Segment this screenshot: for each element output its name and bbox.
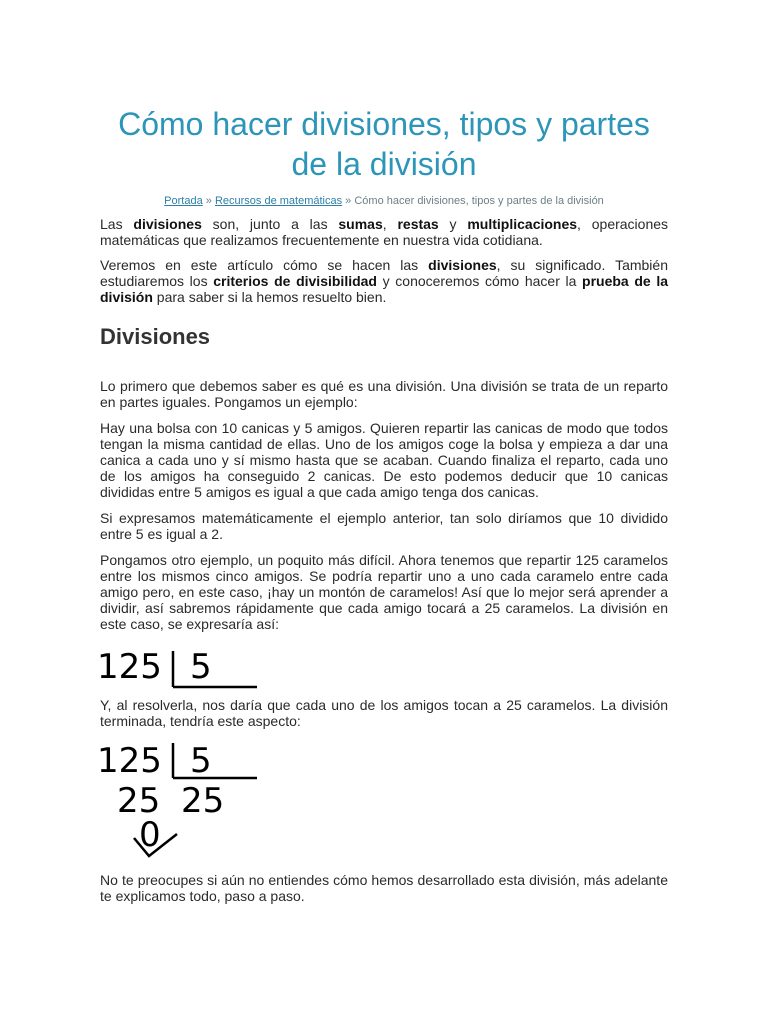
text-span: y conoceremos cómo hacer la [377, 273, 583, 289]
final-remainder: 0 [139, 815, 161, 855]
paragraph: Lo primero que debemos saber es qué es una división. Una división se trata de un reparto en partes iguales. Pongamos un ejemplo: [100, 378, 668, 410]
breadcrumb-current: Cómo hacer divisiones, tipos y partes de la división [354, 195, 604, 207]
partial-remainder: 25 [117, 781, 161, 821]
breadcrumb [100, 195, 668, 207]
bold-term: divisiones [428, 257, 497, 273]
intro-paragraph-1 [100, 216, 668, 248]
breadcrumb-separator: » [202, 195, 215, 207]
intro-paragraph-2 [100, 257, 668, 305]
paragraph: Si expresamos matemáticamente el ejemplo anterior, tan solo diríamos que 10 dividido entre 5 es igual a 2. [100, 510, 668, 542]
text-span: , su significado. También estudiaremos los [100, 257, 668, 289]
article-continued [100, 697, 668, 729]
paragraph: No te preocupes si aún no entiendes cómo hemos desarrollado esta división, más adelante te explicamos todo, paso a paso. [100, 872, 668, 904]
text-span: para saber si la hemos resuelto bien. [152, 289, 387, 305]
divisor: 5 [190, 647, 212, 687]
text-span: Las [100, 216, 134, 232]
article [100, 0, 668, 632]
division-figure-1 [97, 648, 267, 692]
bold-term: sumas [338, 216, 383, 232]
division-bracket [97, 648, 267, 692]
quotient: 25 [181, 781, 225, 821]
article-continued [100, 872, 668, 904]
division-figure-2 [97, 738, 267, 862]
text-span: y [438, 216, 468, 232]
text-span: Veremos en este artículo cómo se hacen las [100, 257, 429, 273]
divisor: 5 [190, 741, 212, 781]
section-heading: Divisiones [100, 324, 211, 349]
text-span: son, junto a las [201, 216, 339, 232]
bold-term: divisiones [133, 216, 202, 232]
breadcrumb-home-link[interactable]: Portada [164, 195, 203, 207]
bold-term: prueba de la división [100, 273, 668, 305]
breadcrumb-section-link[interactable]: Recursos de matemáticas [214, 195, 343, 207]
dividend: 125 [97, 647, 162, 687]
bold-term: criterios de divisibilidad [213, 273, 377, 289]
bold-term: restas [397, 216, 439, 232]
dividend: 125 [97, 741, 162, 781]
bold-term: multiplicaciones [467, 216, 578, 232]
text-span: , operaciones matemáticas que realizamos frecuentemente en nuestra vida cotidiana. [100, 216, 669, 248]
page-title: Cómo hacer divisiones, tipos y partes de la división [118, 106, 650, 182]
paragraph: Hay una bolsa con 10 canicas y 5 amigos. Quieren repartir las canicas de modo que todos tengan la misma cantidad de ellas. Uno de los amigos coge la bolsa y empieza a dar una canica a cada uno y sí mismo hasta que se acaban. Cuando finaliza el reparto, cada uno de los amigos ha conseguido 2 canicas. De esto podemos deducir que 10 canicas divididas entre 5 amigos es igual a que cada amigo tenga dos canicas. [100, 420, 668, 500]
text-span: , [382, 216, 398, 232]
paragraph: Y, al resolverla, nos daría que cada uno de los amigos tocan a 25 caramelos. La división terminada, tendría este aspecto: [100, 697, 668, 729]
paragraph: Pongamos otro ejemplo, un poquito más difícil. Ahora tenemos que repartir 125 caramelos entre los mismos cinco amigos. Se podría repartir uno a uno cada caramelo entre cada amigo pero, en este caso, ¡hay un montón de caramelos! Así que lo mejor será aprender a dividir, así sabremos rápidamente que cada amigo tocará a 25 caramelos. La división en este caso, se expresaría así: [100, 552, 668, 632]
breadcrumb-separator: » [342, 195, 355, 207]
